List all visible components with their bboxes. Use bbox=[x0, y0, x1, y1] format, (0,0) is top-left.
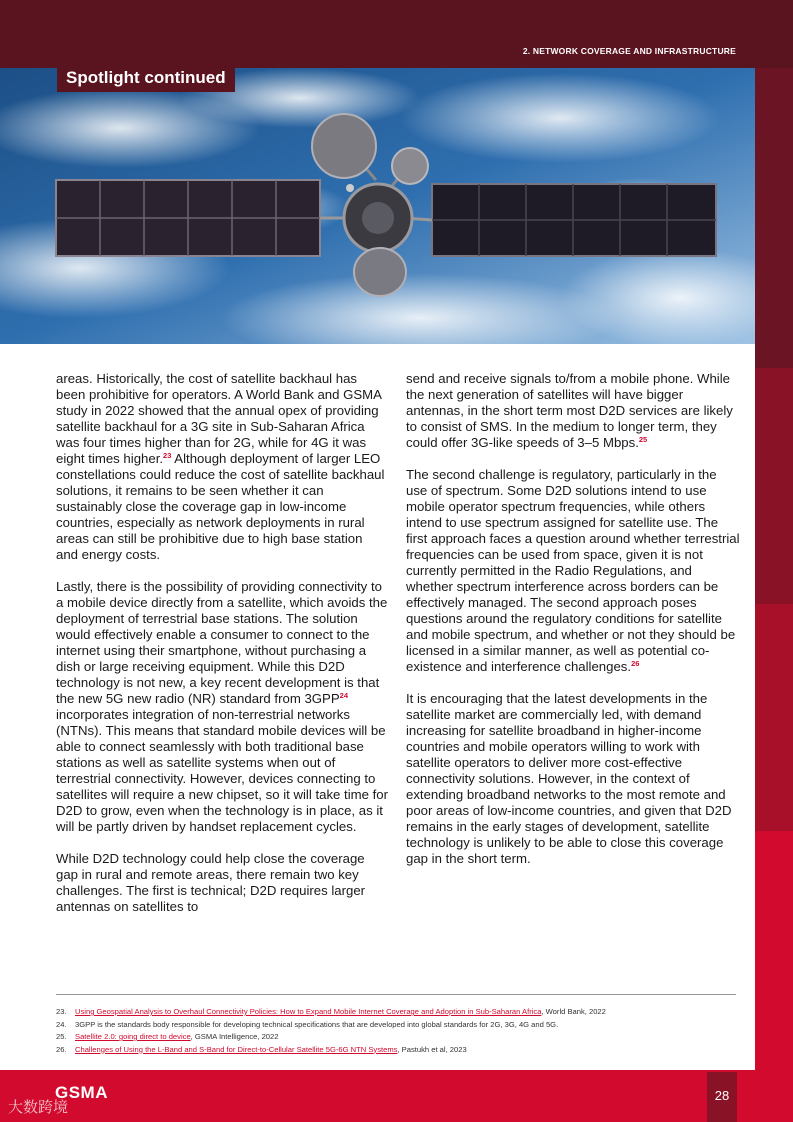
footnote-link[interactable]: Using Geospatial Analysis to Overhaul Connectivity Policies: How to Expand Mobile Internet Coverage and Adoption in Sub-Saharan Africa bbox=[75, 1007, 542, 1016]
footnote-item: 25. Satellite 2.0: going direct to device, GSMA Intelligence, 2022 bbox=[56, 1032, 279, 1041]
right-text-column bbox=[406, 371, 740, 883]
dish-antenna-bottom bbox=[354, 248, 406, 296]
footer-bar bbox=[0, 1070, 793, 1122]
paragraph: Lastly, there is the possibility of providing connectivity to a mobile device directly from a satellite, which avoids the deployment of terrestrial base stations. The solution would effectively enable a consumer to connect to the internet using their smartphone, without purchasing a dish or large receiving equipment. While this D2D technology is not new, a key recent development is that the new 5G new radio (NR) standard from 3GPP$^{24}$ incorporates integration of non-terrestrial networks (NTNs). This means that standard mobile devices will be able to connect seamlessly with both traditional base stations as well as satellite systems when out of terrestrial connectivity. However, devices connecting to satellites will require a new chipset, so it will take time for D2D to grow, even when the technology is in place, as it will be partly driven by handset replacement cycles. bbox=[56, 579, 389, 834]
footnote-item: 26. Challenges of Using the L-Band and S-Band for Direct-to-Cellular Satellite 5G-6G NTN Systems, Pastukh et al, 2023 bbox=[56, 1044, 467, 1054]
paragraph: send and receive signals to/from a mobile phone. While the next generation of satellites will have bigger antennas, in the short term most D2D services are likely to consist of SMS. In the medium to longer term, they could offer 3G-like speeds of 3–5 Mbps.$^{25}$ bbox=[406, 371, 733, 450]
gsma-logo: GSMA bbox=[55, 1083, 108, 1102]
footnotes bbox=[56, 1006, 746, 1056]
footnote-item: 23. Using Geospatial Analysis to Overhaul Connectivity Policies: How to Expand Mobile Internet Coverage and Adoption in Sub-Saharan Africa, World Bank, 2022 bbox=[56, 1007, 606, 1016]
satellite-illustration bbox=[0, 68, 755, 344]
dish-antenna-small bbox=[392, 148, 428, 184]
paragraph: It is encouraging that the latest developments in the satellite market are commercially led, with demand increasing for satellite broadband in higher-income countries and mobile operators willing to work with satellite operators to deliver more cost-effective connectivity solutions. However, in the context of extending broadband networks to the most remote and poor areas of low-income countries, and given that D2D remains in the early stages of development, satellite technology is unlikely to be able to close this coverage gap in the short term. bbox=[406, 691, 732, 866]
dish-antenna-top bbox=[312, 114, 376, 178]
page-number: 28 bbox=[714, 1088, 730, 1103]
paragraph: The second challenge is regulatory, particularly in the use of spectrum. Some D2D solutions intend to use mobile operator spectrum frequencies, while others intend to use spectrum assigned for satellite use. The first approach faces a question around whether terrestrial frequencies can be used from space, given it is not currently permitted in the Radio Regulations, and whether spectrum interference across borders can be effectively managed. The second approach poses questions around the regulatory conditions for satellite and mobile spectrum, and whether or not they should be licensed in a similar manner, as well as potential co-existence and interference challenges.$^{26}$ bbox=[406, 467, 740, 674]
sidebar-band-2 bbox=[755, 368, 793, 604]
right-color-sidebar bbox=[755, 68, 793, 1070]
footnote-link[interactable]: Challenges of Using the L-Band and S-Band for Direct-to-Cellular Satellite 5G-6G NTN Systems bbox=[75, 1044, 398, 1054]
spotlight-tag: Spotlight continued bbox=[57, 66, 235, 92]
paragraph: areas. Historically, the cost of satellite backhaul has been prohibitive for operators. A World Bank and GSMA study in 2022 showed that the annual opex of providing satellite backhaul for a 3G site in Sub-Saharan Africa was four times higher than for 2G, while for 4G it was eight times higher.$^{23}$ Although deployment of larger LEO constellations could reduce the cost of satellite backhaul solutions, it remains to be seen whether it can sustainably close the coverage gap in low-income countries, especially as network deployments in rural areas can still be prohibitive due to high base station and energy costs. bbox=[56, 371, 385, 562]
footnote-ref[interactable]: 26 bbox=[631, 659, 640, 668]
footnote-ref[interactable]: 23 bbox=[163, 451, 172, 460]
sidebar-band-1 bbox=[755, 68, 793, 368]
footnote-ref[interactable]: 25 bbox=[638, 435, 648, 444]
right-solar-panel bbox=[432, 184, 716, 256]
footnote-ref[interactable]: 24 bbox=[339, 691, 348, 700]
sidebar-band-4 bbox=[755, 831, 793, 1070]
paragraph: While D2D technology could help close the coverage gap in rural and remote areas, there remain two key challenges. The first is technical; D2D requires larger antennas on satellites to bbox=[56, 851, 366, 914]
top-banner bbox=[0, 0, 793, 68]
section-label: 2. NETWORK COVERAGE AND INFRASTRUCTURE bbox=[522, 46, 736, 56]
left-solar-panel bbox=[56, 180, 320, 256]
footnote-link[interactable]: Satellite 2.0: going direct to device bbox=[75, 1032, 191, 1041]
left-text-column bbox=[56, 371, 388, 931]
footnote-item: 24. 3GPP is the standards body responsible for developing technical specifications that are developed into global standards for 2G, 3G, 4G and 5G. bbox=[56, 1019, 559, 1029]
hero-satellite-image bbox=[0, 68, 755, 344]
sidebar-band-3 bbox=[755, 604, 793, 831]
watermark: 大数跨境 bbox=[8, 1099, 69, 1116]
footnote-divider bbox=[56, 994, 736, 995]
